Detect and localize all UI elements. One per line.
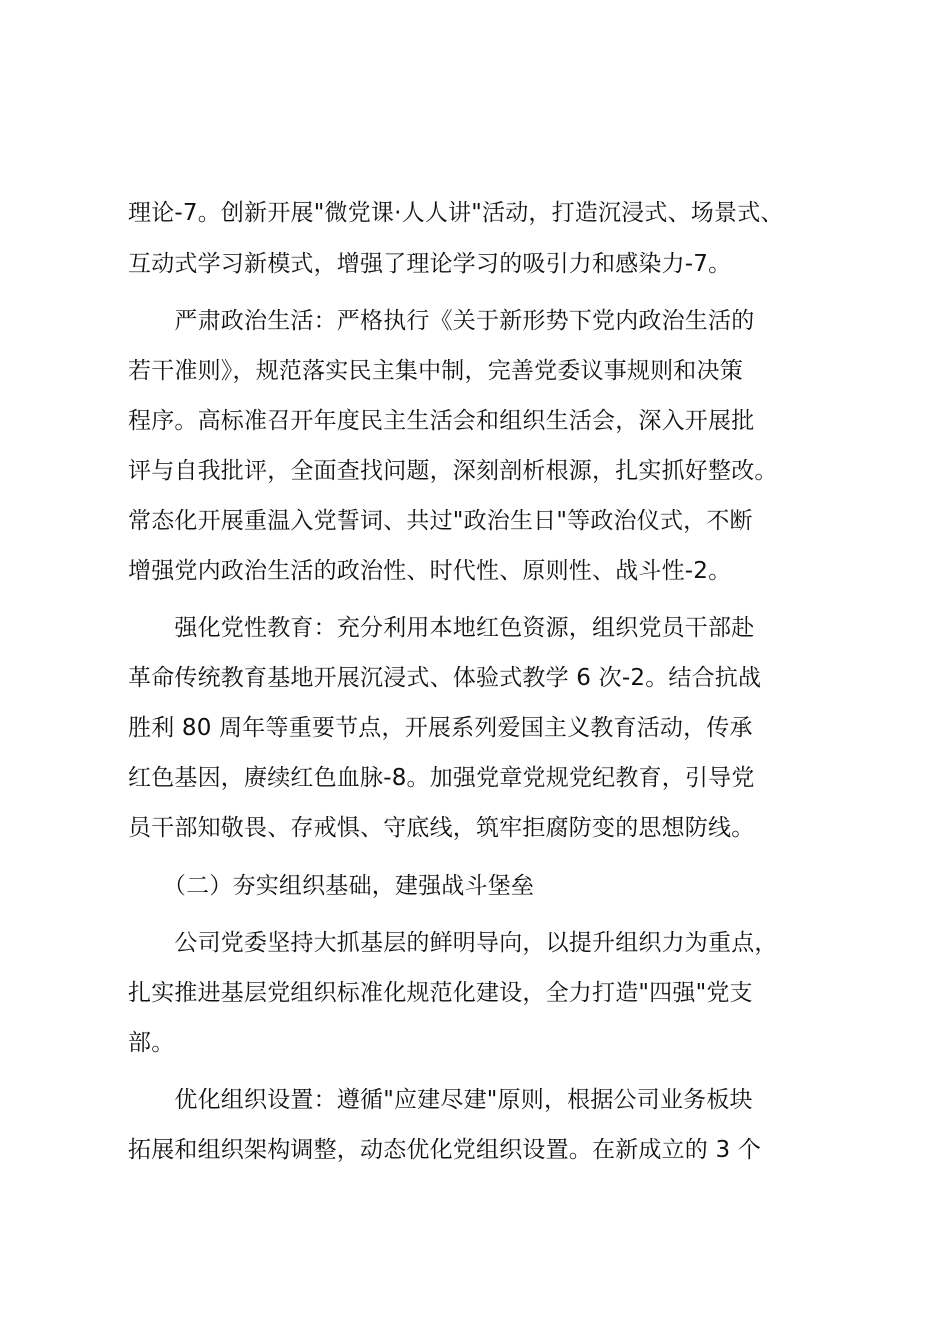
text-line: 扎实推进基层党组织标准化规范化建设，全力打造"四强"党支 xyxy=(128,980,753,1006)
text-line: 严肃政治生活：严格执行《关于新形势下党内政治生活的 xyxy=(128,308,755,334)
text-line: 红色基因，赓续红色血脉-8。加强党章党规党纪教育，引导党 xyxy=(128,765,755,791)
text-line: 优化组织设置：遵循"应建尽建"原则，根据公司业务板块 xyxy=(128,1087,753,1113)
text-line: 胜利 80 周年等重要节点，开展系列爱国主义教育活动，传承 xyxy=(128,715,753,741)
text-line: 增强党内政治生活的政治性、时代性、原则性、战斗性-2。 xyxy=(128,558,732,584)
section-heading: （二）夯实组织基础，建强战斗堡垒 xyxy=(128,873,535,899)
text-line: 员干部知敬畏、存戒惧、守底线，筑牢拒腐防变的思想防线。 xyxy=(128,815,755,841)
text-line: 互动式学习新模式，增强了理论学习的吸引力和感染力-7。 xyxy=(128,251,732,277)
text-line: 部。 xyxy=(128,1030,175,1056)
text-line: 理论-7。创新开展"微党课·人人讲"活动，打造沉浸式、场景式、 xyxy=(128,200,784,226)
text-line: 若干准则》，规范落实民主集中制，完善党委议事规则和决策 xyxy=(128,358,743,384)
text-line: 拓展和组织架构调整，动态优化党组织设置。在新成立的 3 个 xyxy=(128,1137,762,1163)
text-line: 程序。高标准召开年度民主生活会和组织生活会，深入开展批 xyxy=(128,408,755,434)
text-line: 公司党委坚持大抓基层的鲜明导向，以提升组织力为重点， xyxy=(128,930,778,956)
text-line: 评与自我批评，全面查找问题，深刻剖析根源，扎实抓好整改。 xyxy=(128,458,778,484)
text-line: 革命传统教育基地开展沉浸式、体验式教学 6 次-2。结合抗战 xyxy=(128,665,762,691)
text-line: 强化党性教育：充分利用本地红色资源，组织党员干部赴 xyxy=(128,615,755,641)
text-line: 常态化开展重温入党誓词、共过"政治生日"等政治仪式，不断 xyxy=(128,508,753,534)
